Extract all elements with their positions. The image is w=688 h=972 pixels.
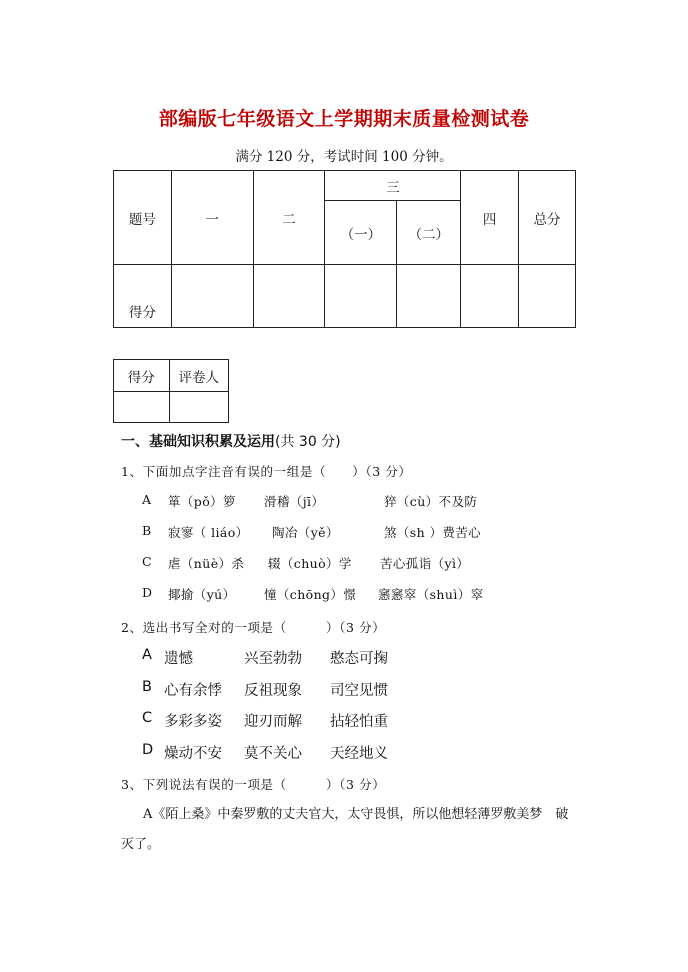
score-cell-total[interactable] — [519, 265, 576, 328]
question-1-stem: 1、下面加点字注音有误的一组是（ ）（3 分） — [121, 464, 412, 479]
q1-option-b[interactable]: B 寂寥（ liáo） 陶冶（yě） 煞（sh ）费苦心 — [142, 523, 482, 540]
row-label-score: 得分 — [114, 265, 172, 328]
q1-option-d[interactable]: D 揶揄（yú） 憧（chōng）憬 窸窸窣（shuì）窣 — [142, 585, 484, 602]
question-3-stem: 3、下列说法有误的一项是（ ）（3 分） — [121, 777, 386, 792]
score-cell-2[interactable] — [253, 265, 325, 328]
page-title: 部编版七年级语文上学期期末质量检测试卷 — [158, 108, 530, 130]
grader-name-cell[interactable] — [169, 392, 228, 423]
score-cell-3-1[interactable] — [325, 265, 397, 328]
q1-option-c[interactable]: C 虐（nüè）杀 辍（chuò）学 苦心孤诣（yì） — [142, 554, 470, 571]
score-cell-4[interactable] — [461, 265, 519, 328]
q1-option-a[interactable]: A 箪（pǒ）箩 滑稽（jī） 猝（cù）不及防 — [142, 492, 478, 509]
col-header-3: 三 — [325, 171, 461, 201]
col-header-3-2: （二） — [397, 201, 461, 265]
section-1-points: (共 30 分) — [275, 434, 341, 450]
q2-option-b[interactable]: B 心有余悸 反祖现象 司空见惯 — [142, 679, 388, 699]
col-header-3-1: （一） — [325, 201, 397, 265]
score-table — [113, 170, 576, 328]
question-2-stem: 2、选出书写全对的一项是（ ）（3 分） — [121, 620, 386, 635]
exam-info: 满分 120 分，考试时间 100 分钟。 — [235, 149, 453, 165]
q2-option-c[interactable]: C 多彩多姿 迎刃而解 拈轻怕重 — [142, 710, 388, 730]
grader-table — [113, 359, 229, 423]
q3-option-a-text: A《陌上桑》中秦罗敷的丈夫官大，太守畏惧，所以他想轻薄罗敷美梦 破灭了。 — [121, 807, 569, 852]
col-header-2: 二 — [253, 171, 325, 265]
q2-option-a[interactable]: A 遗憾 兴至勃勃 憨态可掬 — [142, 647, 388, 667]
col-header-4: 四 — [461, 171, 519, 265]
col-header-1: 一 — [171, 171, 253, 265]
q2-option-d[interactable]: D 燥动不安 莫不关心 天经地义 — [142, 742, 388, 762]
col-header-total: 总分 — [519, 171, 576, 265]
grader-score-label: 得分 — [114, 360, 170, 392]
score-cell-1[interactable] — [171, 265, 253, 328]
grader-score-cell[interactable] — [114, 392, 170, 423]
grader-name-label: 评卷人 — [169, 360, 228, 392]
section-1-title: 一、基础知识积累及运用 — [121, 434, 275, 450]
score-cell-3-2[interactable] — [397, 265, 461, 328]
row-label-number: 题号 — [114, 171, 172, 265]
section-1-heading — [121, 431, 341, 451]
